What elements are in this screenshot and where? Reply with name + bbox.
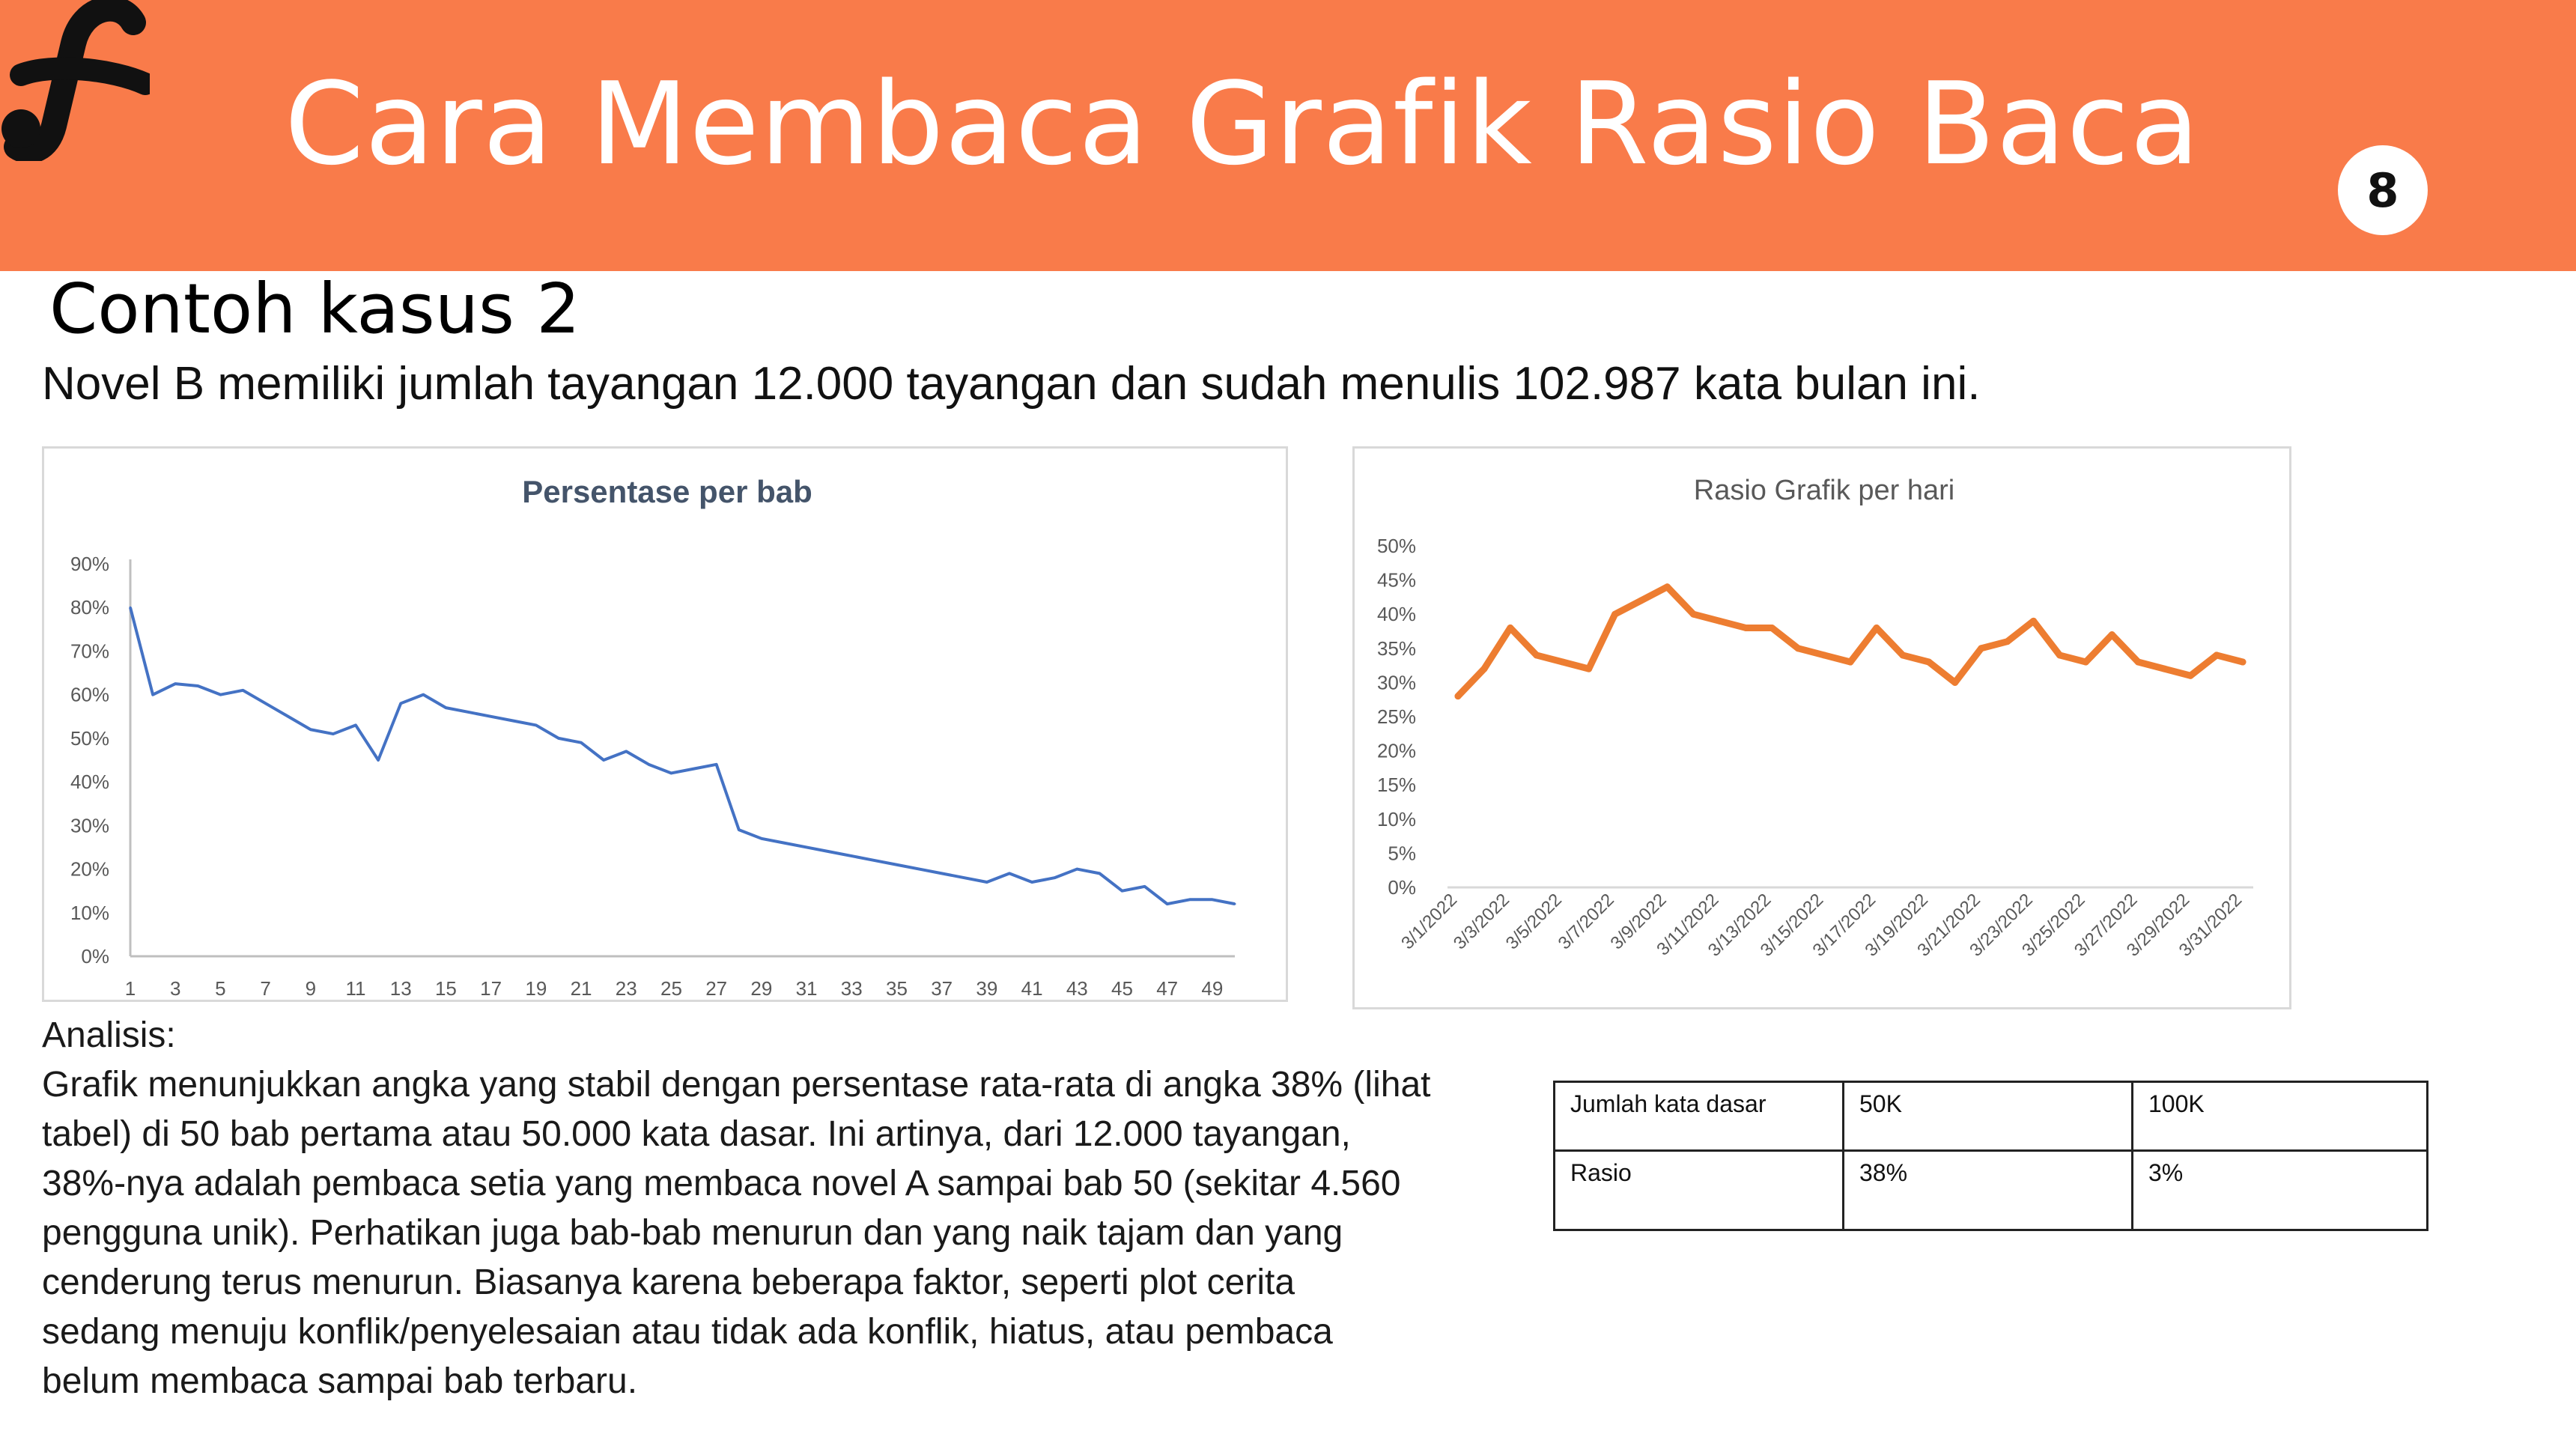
series-line bbox=[130, 607, 1235, 904]
x-tick-label: 3/29/2022 bbox=[2122, 890, 2194, 961]
analysis-heading: Analisis: bbox=[42, 1015, 176, 1055]
x-tick-label: 25 bbox=[660, 977, 682, 1000]
x-tick-label: 13 bbox=[389, 977, 412, 1000]
x-tick-label: 3/31/2022 bbox=[2175, 890, 2247, 961]
x-tick-label: 3/1/2022 bbox=[1397, 890, 1462, 954]
table-cell: Jumlah kata dasar bbox=[1555, 1082, 1844, 1151]
x-tick-label: 19 bbox=[525, 977, 547, 1000]
data-point bbox=[1690, 611, 1697, 618]
data-point bbox=[377, 759, 380, 762]
data-point bbox=[130, 607, 132, 609]
x-tick-label: 3/5/2022 bbox=[1501, 890, 1566, 954]
data-point bbox=[693, 768, 695, 770]
data-point bbox=[535, 724, 537, 726]
data-point bbox=[1099, 872, 1101, 875]
x-tick-label: 29 bbox=[750, 977, 773, 1000]
data-point bbox=[1031, 881, 1033, 884]
data-point bbox=[918, 868, 920, 870]
data-point bbox=[670, 772, 672, 774]
analysis-line: Grafik menunjukkan angka yang stabil dengan persentase rata-rata di angka 38% (lihat bbox=[42, 1065, 1431, 1105]
data-point bbox=[1611, 611, 1618, 618]
data-point bbox=[1951, 679, 1958, 686]
analysis-line: belum membaca sampai bab terbaru. bbox=[42, 1361, 638, 1401]
data-point bbox=[2187, 672, 2194, 679]
x-tick-label: 3/17/2022 bbox=[1808, 890, 1880, 961]
data-point bbox=[1847, 659, 1854, 666]
data-point bbox=[2030, 618, 2037, 625]
x-tick-label: 43 bbox=[1066, 977, 1088, 1000]
x-tick-label: 47 bbox=[1156, 977, 1179, 1000]
y-tick-label: 90% bbox=[70, 553, 109, 575]
x-tick-label: 23 bbox=[615, 977, 637, 1000]
data-point bbox=[1873, 625, 1880, 631]
x-tick-label: 3/27/2022 bbox=[2070, 890, 2142, 961]
x-tick-label: 41 bbox=[1021, 977, 1043, 1000]
data-point bbox=[1211, 899, 1213, 901]
x-tick-label: 35 bbox=[886, 977, 908, 1000]
x-tick-label: 49 bbox=[1201, 977, 1224, 1000]
analysis-line: tabel) di 50 bab pertama atau 50.000 kata dasar. Ini artinya, dari 12.000 tayangan, bbox=[42, 1114, 1351, 1154]
data-point bbox=[1638, 597, 1644, 604]
y-tick-label: 10% bbox=[70, 901, 109, 924]
data-point bbox=[648, 763, 650, 765]
chart-persentase-per-bab bbox=[42, 446, 1288, 1002]
y-tick-label: 30% bbox=[70, 814, 109, 837]
chart-rasio-grafik-per-hari bbox=[1352, 446, 2291, 1009]
analysis-line: cenderung terus menurun. Biasanya karena beberapa faktor, seperti plot cerita bbox=[42, 1263, 1295, 1302]
y-tick-label: 35% bbox=[1376, 637, 1416, 660]
data-point bbox=[174, 683, 177, 685]
x-tick-label: 27 bbox=[705, 977, 728, 1000]
x-tick-label: 3/23/2022 bbox=[1966, 890, 2037, 961]
table-row bbox=[1555, 1151, 2428, 1230]
x-tick-label: 3 bbox=[169, 977, 181, 1000]
table-cell: 100K bbox=[2133, 1082, 2428, 1151]
data-point bbox=[490, 715, 492, 717]
data-point bbox=[1533, 651, 1540, 658]
data-point bbox=[828, 851, 830, 853]
intro-text: Novel B memiliki jumlah tayangan 12.000 tayangan dan sudah menulis 102.987 kata bulan ini. bbox=[42, 358, 1981, 410]
data-point bbox=[2109, 631, 2115, 638]
y-tick-label: 20% bbox=[70, 857, 109, 881]
data-point bbox=[806, 846, 808, 848]
data-point bbox=[219, 693, 222, 696]
data-point bbox=[625, 750, 628, 753]
data-point bbox=[355, 724, 357, 726]
x-tick-label: 15 bbox=[434, 977, 457, 1000]
x-tick-label: 3/9/2022 bbox=[1606, 890, 1671, 954]
page-title: Cara Membaca Grafik Rasio Baca bbox=[285, 58, 2201, 190]
y-tick-label: 0% bbox=[1388, 876, 1416, 899]
data-point bbox=[1769, 625, 1775, 631]
x-tick-label: 45 bbox=[1111, 977, 1133, 1000]
x-tick-label: 5 bbox=[215, 977, 226, 1000]
script-f-logo-icon bbox=[0, 0, 150, 161]
data-point bbox=[851, 855, 853, 857]
chart-title: Rasio Grafik per hari bbox=[1693, 475, 1955, 506]
table-row bbox=[1555, 1082, 2428, 1151]
analysis-line: sedang menuju konflik/penyelesaian atau tidak ada konflik, hiatus, atau pembaca bbox=[42, 1312, 1333, 1352]
data-point bbox=[422, 693, 425, 696]
data-point bbox=[783, 842, 785, 844]
data-point bbox=[242, 689, 244, 691]
data-point bbox=[1121, 890, 1123, 892]
y-tick-label: 10% bbox=[1376, 807, 1416, 830]
table-cell: 38% bbox=[1844, 1151, 2133, 1230]
chart-title: Persentase per bab bbox=[522, 474, 812, 509]
data-point bbox=[1795, 645, 1802, 651]
y-tick-label: 0% bbox=[81, 945, 109, 967]
data-point bbox=[2135, 659, 2142, 666]
y-tick-label: 30% bbox=[1376, 671, 1416, 694]
data-point bbox=[1507, 625, 1513, 631]
ratio-table bbox=[1553, 1081, 2428, 1231]
data-point bbox=[760, 837, 762, 839]
data-point bbox=[467, 711, 470, 713]
data-point bbox=[1143, 885, 1146, 887]
data-point bbox=[873, 859, 875, 861]
data-point bbox=[1455, 693, 1462, 699]
y-tick-label: 80% bbox=[70, 596, 109, 619]
x-tick-label: 7 bbox=[260, 977, 271, 1000]
data-point bbox=[1925, 659, 1932, 666]
y-tick-label: 60% bbox=[70, 683, 109, 706]
data-point bbox=[715, 763, 717, 765]
data-point bbox=[1716, 618, 1723, 625]
table-cell: 3% bbox=[2133, 1151, 2428, 1230]
x-tick-label: 3/3/2022 bbox=[1449, 890, 1514, 954]
data-point bbox=[1054, 877, 1056, 879]
data-point bbox=[332, 733, 334, 735]
data-point bbox=[2240, 659, 2247, 666]
y-tick-label: 40% bbox=[1376, 603, 1416, 626]
data-point bbox=[2004, 638, 2011, 645]
data-point bbox=[2214, 651, 2220, 658]
x-tick-label: 3/11/2022 bbox=[1653, 890, 1723, 960]
x-tick-label: 37 bbox=[931, 977, 953, 1000]
y-tick-label: 25% bbox=[1376, 705, 1416, 728]
case-title: Contoh kasus 2 bbox=[49, 269, 580, 349]
y-tick-label: 20% bbox=[1376, 739, 1416, 762]
analysis-text bbox=[42, 1011, 1480, 1406]
x-tick-label: 3/25/2022 bbox=[2018, 890, 2089, 961]
data-point bbox=[1978, 645, 1984, 651]
page-number-badge: 8 bbox=[2338, 145, 2428, 235]
analysis-line: pengguna unik). Perhatikan juga bab-bab menurun dan yang naik tajam dan yang bbox=[42, 1213, 1343, 1253]
x-tick-label: 3/7/2022 bbox=[1554, 890, 1618, 954]
header-banner bbox=[0, 0, 2576, 271]
data-point bbox=[309, 729, 312, 731]
data-point bbox=[1166, 903, 1168, 905]
data-point bbox=[2056, 651, 2063, 658]
data-point bbox=[896, 863, 898, 866]
data-point bbox=[1188, 899, 1191, 901]
data-point bbox=[2161, 666, 2168, 672]
data-point bbox=[1559, 659, 1566, 666]
x-tick-label: 3/19/2022 bbox=[1861, 890, 1933, 961]
data-point bbox=[445, 707, 447, 709]
table-cell: Rasio bbox=[1555, 1151, 1844, 1230]
x-tick-label: 21 bbox=[570, 977, 592, 1000]
x-tick-label: 1 bbox=[124, 977, 136, 1000]
y-tick-label: 40% bbox=[70, 771, 109, 794]
data-point bbox=[152, 693, 154, 696]
x-tick-label: 33 bbox=[840, 977, 863, 1000]
y-tick-label: 50% bbox=[1376, 535, 1416, 557]
chart-rasio-grafik-per-hari-svg bbox=[1355, 449, 2294, 1012]
x-tick-label: 39 bbox=[976, 977, 998, 1000]
data-point bbox=[400, 702, 402, 705]
data-point bbox=[557, 737, 559, 739]
x-tick-label: 3/21/2022 bbox=[1913, 890, 1984, 961]
x-tick-label: 9 bbox=[305, 977, 317, 1000]
chart-persentase-per-bab-svg bbox=[44, 449, 1290, 1004]
y-tick-label: 5% bbox=[1388, 842, 1416, 865]
series-line bbox=[1458, 587, 2243, 696]
data-point bbox=[1899, 651, 1906, 658]
x-tick-label: 3/15/2022 bbox=[1756, 890, 1828, 961]
data-point bbox=[287, 715, 289, 717]
data-point bbox=[1076, 868, 1078, 870]
data-point bbox=[1234, 903, 1236, 905]
data-point bbox=[2083, 659, 2089, 666]
data-point bbox=[1821, 651, 1828, 658]
y-tick-label: 15% bbox=[1376, 774, 1416, 797]
data-point bbox=[1585, 666, 1592, 672]
data-point bbox=[512, 720, 514, 722]
data-point bbox=[963, 877, 965, 879]
data-point bbox=[985, 881, 988, 884]
data-point bbox=[1008, 872, 1010, 875]
data-point bbox=[738, 829, 740, 831]
y-tick-label: 45% bbox=[1376, 568, 1416, 592]
y-tick-label: 70% bbox=[70, 640, 109, 663]
x-tick-label: 3/13/2022 bbox=[1704, 890, 1775, 961]
data-point bbox=[580, 741, 583, 744]
table-cell: 50K bbox=[1844, 1082, 2133, 1151]
data-point bbox=[197, 685, 199, 687]
x-tick-label: 17 bbox=[480, 977, 502, 1000]
analysis-line: 38%-nya adalah pembaca setia yang membaca novel A sampai bab 50 (sekitar 4.560 bbox=[42, 1164, 1401, 1203]
data-point bbox=[941, 872, 943, 875]
data-point bbox=[603, 759, 605, 762]
x-tick-label: 31 bbox=[795, 977, 818, 1000]
y-tick-label: 50% bbox=[70, 726, 109, 750]
data-point bbox=[1664, 583, 1671, 590]
data-point bbox=[1480, 666, 1487, 672]
data-point bbox=[1743, 625, 1749, 631]
data-point bbox=[264, 702, 267, 705]
x-tick-label: 11 bbox=[345, 977, 366, 1000]
